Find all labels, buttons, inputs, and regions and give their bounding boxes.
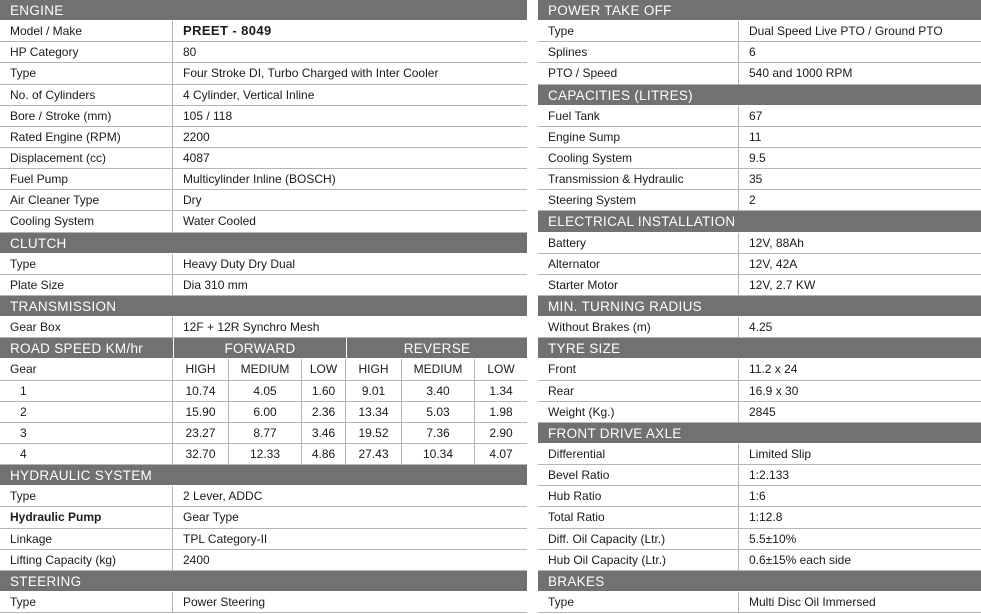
turning-radius-header: MIN. TURNING RADIUS [538,296,981,317]
hydraulic-header: HYDRAULIC SYSTEM [0,465,527,486]
column-header: MEDIUM [229,359,302,379]
spec-value: 12V, 42A [749,256,798,271]
spec-value: 2845 [749,404,776,419]
spec-row [0,275,527,296]
spec-label: Cooling System [538,148,739,168]
spec-row [538,21,981,42]
spec-row [538,275,981,296]
spec-value: Limited Slip [749,446,812,461]
spec-value: 4087 [183,150,210,165]
table-cell: 4.05 [229,381,302,401]
spec-row [0,190,527,211]
spec-row [538,42,981,63]
spec-row [0,550,527,571]
spec-value: 11.2 x 24 [749,362,798,377]
spec-label: Type [0,486,173,506]
spec-label: Transmission & Hydraulic [538,169,739,189]
spec-label: Battery [538,233,739,253]
spec-row [0,127,527,148]
spec-value: 16.9 x 30 [749,383,799,398]
spec-label: Plate Size [0,275,173,295]
spec-row [0,42,527,63]
spec-value: 2200 [183,129,210,144]
table-cell: 1.34 [489,383,513,398]
table-cell: 5.03 [402,402,475,422]
spec-value: 12F + 12R Synchro Mesh [183,320,320,335]
spec-label: Differential [538,444,739,464]
table-cell: 15.90 [173,402,229,422]
table-cell: 1.98 [489,404,513,419]
spec-label: Air Cleaner Type [0,190,173,210]
spec-label: Hub Oil Capacity (Ltr.) [538,550,739,570]
spec-value: 12V, 88Ah [749,235,804,250]
spec-row [0,148,527,169]
spec-value: 4.25 [749,320,773,335]
spec-row [0,169,527,190]
spec-value: 6 [749,45,756,60]
spec-label: Front [538,359,739,379]
spec-row [538,254,981,275]
pto-header: POWER TAKE OFF [538,0,981,21]
spec-row [0,254,527,275]
spec-row [538,63,981,84]
spec-row [0,211,527,232]
spec-row [538,402,981,423]
table-cell: 2.36 [302,402,346,422]
tyre-header: TYRE SIZE [538,338,981,359]
right-column [538,0,981,613]
spec-value: 5.5±10% [749,531,797,546]
spec-label: Total Ratio [538,507,739,527]
reverse-header: REVERSE [346,338,527,358]
spec-label: Diff. Oil Capacity (Ltr.) [538,529,739,549]
spec-value: 540 and 1000 RPM [749,66,853,81]
spec-label: Bore / Stroke (mm) [0,106,173,126]
spec-value: 11 [749,129,762,144]
spec-row [538,486,981,507]
spec-label: Cooling System [0,211,173,231]
table-cell: 19.52 [346,423,402,443]
spec-value: Water Cooled [183,214,256,229]
forward-header: FORWARD [173,338,346,358]
spec-value: 2 Lever, ADDC [183,489,263,504]
spec-row [538,465,981,486]
table-row [0,444,527,465]
spec-row [538,148,981,169]
spec-row [0,592,527,613]
spec-row [538,233,981,254]
road-speed-title: ROAD SPEED KM/hr [10,341,144,357]
spec-value: 9.5 [749,150,766,165]
spec-row [0,317,527,338]
spec-value: 35 [749,172,763,187]
table-cell: 1.60 [302,381,346,401]
gear-cell: 1 [0,381,173,401]
table-cell: 23.27 [173,423,229,443]
column-header: LOW [487,362,515,377]
spec-value: 4 Cylinder, Vertical Inline [183,87,315,102]
table-cell: 13.34 [346,402,402,422]
table-cell: 2.90 [489,425,513,440]
spec-label: Alternator [538,254,739,274]
spec-value: 1:12.8 [749,510,783,525]
spec-row [0,21,527,42]
table-cell: 32.70 [173,444,229,464]
spec-row [0,507,527,528]
spec-label: Starter Motor [538,275,739,295]
road-speed-column-headers [0,359,527,380]
table-cell: 4.07 [489,446,513,461]
spec-label: Engine Sump [538,127,739,147]
spec-value: 2 [749,193,756,208]
table-cell: 10.34 [402,444,475,464]
column-header: HIGH [173,359,229,379]
spec-label: HP Category [0,42,173,62]
front-axle-header: FRONT DRIVE AXLE [538,423,981,444]
column-header: MEDIUM [402,359,475,379]
spec-label: Bevel Ratio [538,465,739,485]
spec-value: Dry [183,193,202,208]
spec-label: Hub Ratio [538,486,739,506]
spec-value: Dia 310 mm [183,277,248,292]
spec-value: 80 [183,45,197,60]
spec-label: Lifting Capacity (kg) [0,550,173,570]
spec-row [538,317,981,338]
spec-value: Dual Speed Live PTO / Ground PTO [749,24,943,39]
electrical-header: ELECTRICAL INSTALLATION [538,211,981,232]
model-value: PREET - 8049 [183,23,272,39]
spec-label: Hydraulic Pump [0,507,173,527]
spec-label: Type [0,254,173,274]
gear-cell: 3 [0,423,173,443]
spec-value: Multicylinder Inline (BOSCH) [183,172,336,187]
spec-label: Fuel Tank [538,106,739,126]
spec-value: Multi Disc Oil Immersed [749,594,876,609]
table-cell: 9.01 [346,381,402,401]
spec-label: Without Brakes (m) [538,317,739,337]
spec-label: Type [538,21,739,41]
spec-value: 1:6 [749,489,766,504]
spec-label: Type [0,592,173,612]
table-row [0,381,527,402]
spec-label: Steering System [538,190,739,210]
spec-label: Model / Make [0,21,173,41]
spec-label: Weight (Kg.) [538,402,739,422]
clutch-header: CLUTCH [0,233,527,254]
steering-header: STEERING [0,571,527,592]
spec-row [0,106,527,127]
table-cell: 7.36 [402,423,475,443]
spec-label: Splines [538,42,739,62]
table-cell: 12.33 [229,444,302,464]
gear-cell: 2 [0,402,173,422]
spec-value: 12V, 2.7 KW [749,277,816,292]
table-cell: 3.40 [402,381,475,401]
spec-row [538,359,981,380]
spec-value: Four Stroke DI, Turbo Charged with Inter Cooler [183,66,439,81]
spec-row [538,127,981,148]
capacities-header: CAPACITIES (LITRES) [538,85,981,106]
spec-row [538,592,981,613]
spec-row [538,381,981,402]
engine-header: ENGINE [0,0,527,21]
table-cell: 4.86 [302,444,346,464]
road-speed-header [0,338,527,359]
spec-label: PTO / Speed [538,63,739,83]
spec-label: No. of Cylinders [0,85,173,105]
gear-cell: 4 [0,444,173,464]
spec-value: 0.6±15% each side [749,552,851,567]
spec-value: Heavy Duty Dry Dual [183,256,296,271]
spec-row [0,486,527,507]
spec-label: Type [0,63,173,83]
spec-row [538,550,981,571]
spec-row [538,169,981,190]
spec-label: Type [538,592,739,612]
table-cell: 3.46 [302,423,346,443]
table-cell: 8.77 [229,423,302,443]
column-header: HIGH [346,359,402,379]
spec-value: 2400 [183,552,210,567]
table-cell: 27.43 [346,444,402,464]
spec-row [0,85,527,106]
spec-value: Gear Type [183,510,239,525]
spec-value: 1:2.133 [749,468,790,483]
table-row [0,423,527,444]
spec-value: TPL Category-II [183,531,268,546]
spec-row [538,529,981,550]
spec-label: Linkage [0,529,173,549]
spec-label: Fuel Pump [0,169,173,189]
spec-row [0,529,527,550]
spec-row [538,444,981,465]
table-cell: 6.00 [229,402,302,422]
spec-label: Rear [538,381,739,401]
spec-value: Power Steering [183,594,266,609]
table-cell: 10.74 [173,381,229,401]
spec-label: Displacement (cc) [0,148,173,168]
spec-label: Gear Box [0,317,173,337]
column-header: Gear [0,359,173,379]
spec-value: 67 [749,108,763,123]
spec-row [538,190,981,211]
brakes-header: BRAKES [538,571,981,592]
spec-label: Rated Engine (RPM) [0,127,173,147]
table-row [0,402,527,423]
spec-row [538,507,981,528]
spec-row [0,63,527,84]
spec-value: 105 / 118 [183,108,233,123]
spec-row [538,106,981,127]
transmission-header: TRANSMISSION [0,296,527,317]
column-header: LOW [302,359,346,379]
